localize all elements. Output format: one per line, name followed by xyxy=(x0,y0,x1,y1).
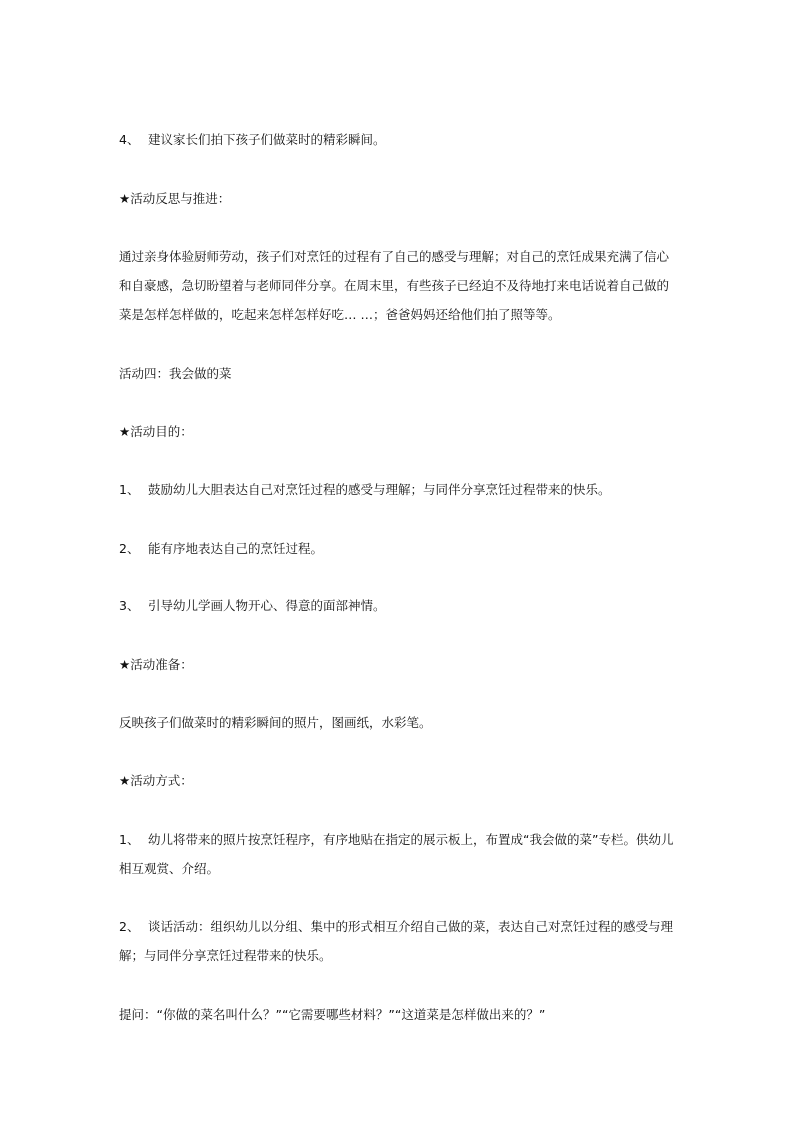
method-item-2 xyxy=(119,912,679,970)
goal-item-3 xyxy=(119,591,679,620)
list-text: 谈话活动：组织幼儿以分组、集中的形式相互介绍自己做的菜，表达自己对烹饪过程的感受与理解；与同伴分享烹饪过程带来的快乐。 xyxy=(119,919,674,963)
prep-heading: ★活动准备： xyxy=(119,657,193,672)
list-number: 2、 xyxy=(119,541,140,556)
list-text: 引导幼儿学画人物开心、得意的面部神情。 xyxy=(148,598,386,613)
reflection-paragraph: 通过亲身体验厨师劳动，孩子们对烹饪的过程有了自己的感受与理解；对自己的烹饪成果充满了信心和自豪感，急切盼望着与老师同伴分享。在周末里，有些孩子已经迫不及待地打来电话说着自己做的菜是怎样怎样做的，吃起来怎样怎样好吃… …；爸爸妈妈还给他们拍了照等等。 xyxy=(119,249,670,322)
goal-heading: ★活动目的： xyxy=(119,424,193,439)
goal-item-2 xyxy=(119,534,679,563)
activity-title: 活动四：我会做的菜 xyxy=(119,366,232,381)
list-number: 1、 xyxy=(119,832,140,847)
list-number: 4、 xyxy=(119,132,140,147)
method-item-1 xyxy=(119,825,679,883)
list-text: 幼儿将带来的照片按烹饪程序，有序地贴在指定的展示板上，布置成“我会做的菜”专栏。供幼儿相互观赏、介绍。 xyxy=(119,832,674,876)
list-number: 1、 xyxy=(119,482,140,497)
list-number: 3、 xyxy=(119,598,140,613)
prep-text: 反映孩子们做菜时的精彩瞬间的照片，图画纸，水彩笔。 xyxy=(119,715,432,730)
list-text: 建议家长们拍下孩子们做菜时的精彩瞬间。 xyxy=(148,132,386,147)
reflection-heading: ★活动反思与推进： xyxy=(119,191,231,206)
list-text: 鼓励幼儿大胆表达自己对烹饪过程的感受与理解；与同伴分享烹饪过程带来的快乐。 xyxy=(148,482,611,497)
goal-item-1 xyxy=(119,475,679,504)
list-text: 能有序地表达自己的烹饪过程。 xyxy=(148,541,324,556)
list-item-4 xyxy=(119,125,679,154)
list-number: 2、 xyxy=(119,919,140,934)
question-text: 提问：“你做的菜名叫什么？”“它需要哪些材料？”“这道菜是怎样做出来的？” xyxy=(119,1007,546,1022)
method-heading: ★活动方式： xyxy=(119,773,193,788)
